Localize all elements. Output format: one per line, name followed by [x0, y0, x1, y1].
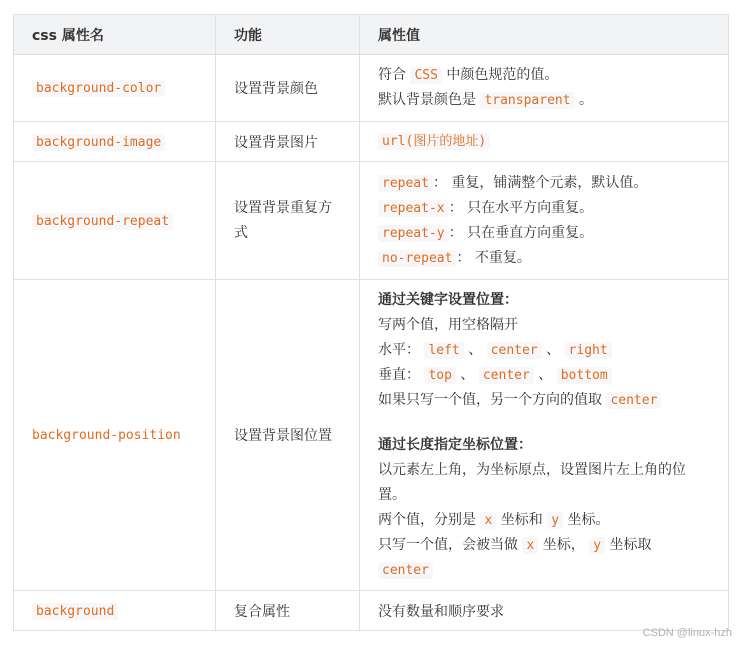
inline-code: x [480, 512, 496, 529]
value-line: 如果只写一个值，另一个方向的值取 center [378, 388, 710, 413]
inline-code: repeat-y [378, 225, 449, 242]
inline-code: url(图片的地址) [378, 133, 490, 150]
value-line: repeat-y ： 只在垂直方向重复。 [378, 221, 710, 246]
function-cell: 设置背景颜色 [216, 55, 360, 122]
property-name-cell [14, 55, 216, 122]
table-row [14, 122, 729, 162]
inline-code: repeat-x [378, 200, 449, 217]
value-line [378, 558, 710, 583]
table-header-row [14, 15, 729, 55]
value-line: 两个值，分别是 x 坐标和 y 坐标。 [378, 511, 610, 528]
value-cell: 没有数量和顺序要求 [360, 591, 729, 631]
value-line: 符合 CSS 中颜色规范的值。 [378, 67, 559, 83]
value-cell [360, 55, 729, 122]
property-name-code: background-position [32, 428, 181, 443]
inline-code: no-repeat [378, 250, 456, 267]
inline-code: right [565, 342, 612, 359]
inline-code: repeat [378, 175, 433, 192]
function-cell: 设置背景图片 [216, 122, 360, 162]
value-line: 默认背景颜色是 transparent 。 [378, 92, 593, 108]
header-property-name: css 属性名 [14, 15, 216, 55]
inline-code: x [522, 537, 538, 554]
value-line: 只写一个值，会被当做 x 坐标， y 坐标取 [378, 536, 652, 553]
table-row [14, 280, 729, 591]
property-name-cell [14, 280, 216, 591]
table-row [14, 591, 729, 631]
header-function: 功能 [216, 15, 360, 55]
function-cell: 复合属性 [216, 591, 360, 631]
property-name-code: background-color [32, 80, 165, 97]
property-name-cell [14, 591, 216, 631]
property-name-cell [14, 162, 216, 280]
function-cell: 设置背景图位置 [216, 280, 360, 591]
inline-code: CSS [410, 67, 441, 84]
value-line: 以元素左上角，为坐标原点，设置图片左上角的位置。 [378, 461, 686, 503]
property-name-code: background [32, 603, 118, 620]
property-name-cell [14, 122, 216, 162]
inline-code: y [589, 537, 605, 554]
inline-code: top [424, 367, 455, 384]
inline-code: bottom [557, 367, 612, 384]
property-name-code: background-image [32, 134, 165, 151]
value-cell [360, 162, 729, 280]
value-line: 垂直： top 、 center 、 bottom [378, 363, 710, 388]
inline-code: y [547, 512, 563, 529]
header-property-value: 属性值 [360, 15, 729, 55]
inline-code: center [606, 392, 661, 409]
value-line: 写两个值，用空格隔开 [378, 316, 518, 333]
property-name-code: background-repeat [32, 213, 173, 230]
table-row [14, 162, 729, 280]
inline-code: center [479, 367, 534, 384]
table-row [14, 55, 729, 122]
watermark: CSDN @linux-hzh [642, 627, 732, 639]
css-properties-table [13, 14, 729, 631]
inline-code: center [487, 342, 542, 359]
value-cell [360, 280, 729, 591]
value-line: repeat-x ： 只在水平方向重复。 [378, 196, 710, 221]
value-line [378, 129, 710, 154]
value-heading: 通过长度指定坐标位置： [378, 436, 532, 453]
value-line: 水平： left 、 center 、 right [378, 338, 710, 363]
inline-code: transparent [480, 92, 574, 109]
value-line: repeat ： 重复，铺满整个元素，默认值。 [378, 171, 710, 196]
value-cell [360, 122, 729, 162]
value-heading: 通过关键字设置位置： [378, 291, 518, 308]
inline-code: center [378, 562, 433, 579]
inline-code: left [424, 342, 463, 359]
value-line: no-repeat ： 不重复。 [378, 246, 710, 271]
function-cell: 设置背景重复方式 [216, 162, 360, 280]
